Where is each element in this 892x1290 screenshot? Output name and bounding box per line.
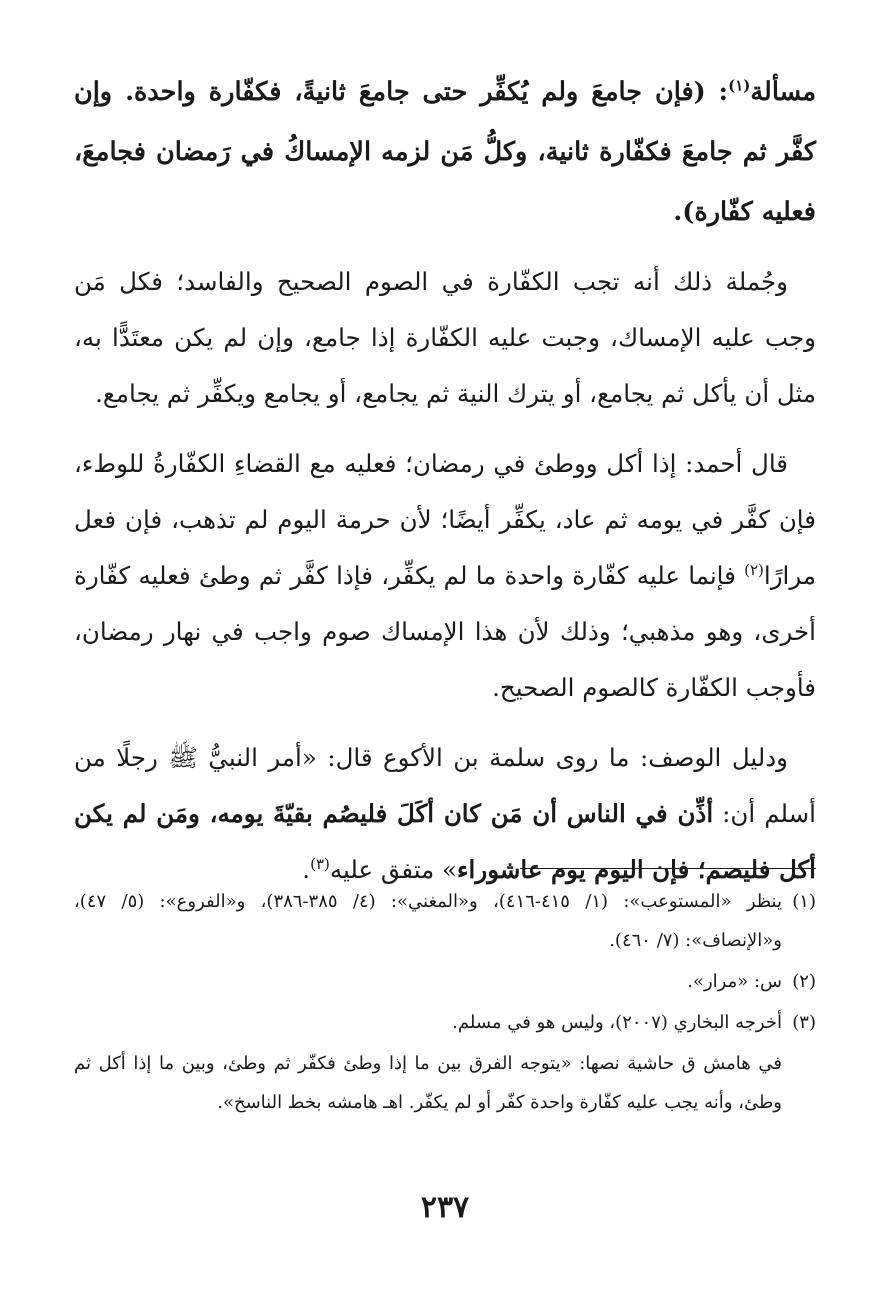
ahmad-quote-text-a: قال أحمد: إذا أكل ووطئ في رمضان؛ فعليه مع القضاءِ الكفّارةُ للوطء، فإن كفَّر في يومه ثم عاد، يكفِّر أيضًا؛ لأن حرمة اليوم لم تذهب، فإن فعل مرارًا [74,449,816,590]
ahmad-quote-text-b: فإنما عليه كفّارة واحدة ما لم يكفِّر، فإذا كفَّر ثم وطئ فعليه كفّارة أخرى، وهو مذهبي؛ وذلك لأن هذا الإمساك صوم واجب في نهار رمضان، فأوجب الكفّارة كالصوم الصحيح. [74,561,816,702]
issue-label: مسألة [750,77,816,107]
footnote-number: (١) [792,891,816,912]
footnote-ref-2[interactable]: (٢) [744,560,764,579]
page-number: ٢٣٧ [420,1190,470,1225]
issue-text: : (فإن جامعَ ولم يُكفِّر حتى جامعَ ثانيةً، فكفّارة واحدة. وإن كفَّر ثم جامعَ فكفّارة ثانية، وكلُّ مَن لزمه الإمساكُ في رَمضان فجامعَ، فعليه كفّارة). [74,77,816,227]
footnote-3 [74,1003,816,1042]
footnote-ref-3[interactable]: (٣) [310,854,330,873]
footnote-number: (٣) [792,1012,816,1033]
evidence-end: . [302,855,311,884]
footnotes-section [74,882,816,1122]
footnote-divider [520,868,816,869]
evidence-paragraph [74,730,816,898]
footnote-3-margin-note: في هامش ق حاشية نصها: «يتوجه الفرق بين ما إذا وطئ فكفّر ثم وطئ، وبين ما إذا أكل ثم وطئ، وأنه يجب عليه كفّارة واحدة كفّر أو لم يكفّر. اهـ هامشه بخط الناسخ». [74,1053,782,1113]
evidence-text-b: » متفق عليه [329,855,458,884]
page-content [74,62,816,1290]
ahmad-quote-paragraph [74,436,816,716]
hadith-text: أذِّن في الناس أن مَن كان أكَلَ فليصُم بقيّةَ يومه، ومَن لم يكن أكل فليصم؛ فإن اليوم يوم عاشوراء [74,799,816,884]
footnote-ref-1[interactable]: (١) [728,76,751,95]
footnote-text: أخرجه البخاري (٢٠٠٧)، وليس هو في مسلم. [452,1012,782,1033]
footnote-number: (٢) [792,971,816,992]
footnote-2 [74,962,816,1001]
evidence-text-a: ودليل الوصف: ما روى سلمة بن الأكوع قال: «أمر النبيُّ ﷺ رجلًا من أسلم أن: [74,743,816,828]
summary-paragraph [74,254,816,422]
summary-text: وجُملة ذلك أنه تجب الكفّارة في الصوم الصحيح والفاسد؛ فكل مَن وجب عليه الإمساك، وجبت عليه الكفّارة إذا جامع، وإن لم يكن معتَدًّا به، مثل أن يأكل ثم يجامع، أو يترك النية ثم يجامع، أو يجامع ويكفِّر ثم يجامع. [74,267,816,408]
footnote-text: س: «مرار». [687,971,782,992]
issue-paragraph [74,62,816,242]
footnote-1 [74,882,816,960]
footnote-text: ينظر «المستوعب»: (١/ ٤١٥-٤١٦)، و«المغني»: (٤/ ٣٨٥-٣٨٦)، و«الفروع»: (٥/ ٤٧)، و«الإنصاف»: (٧/ ٤٦٠). [74,891,782,951]
